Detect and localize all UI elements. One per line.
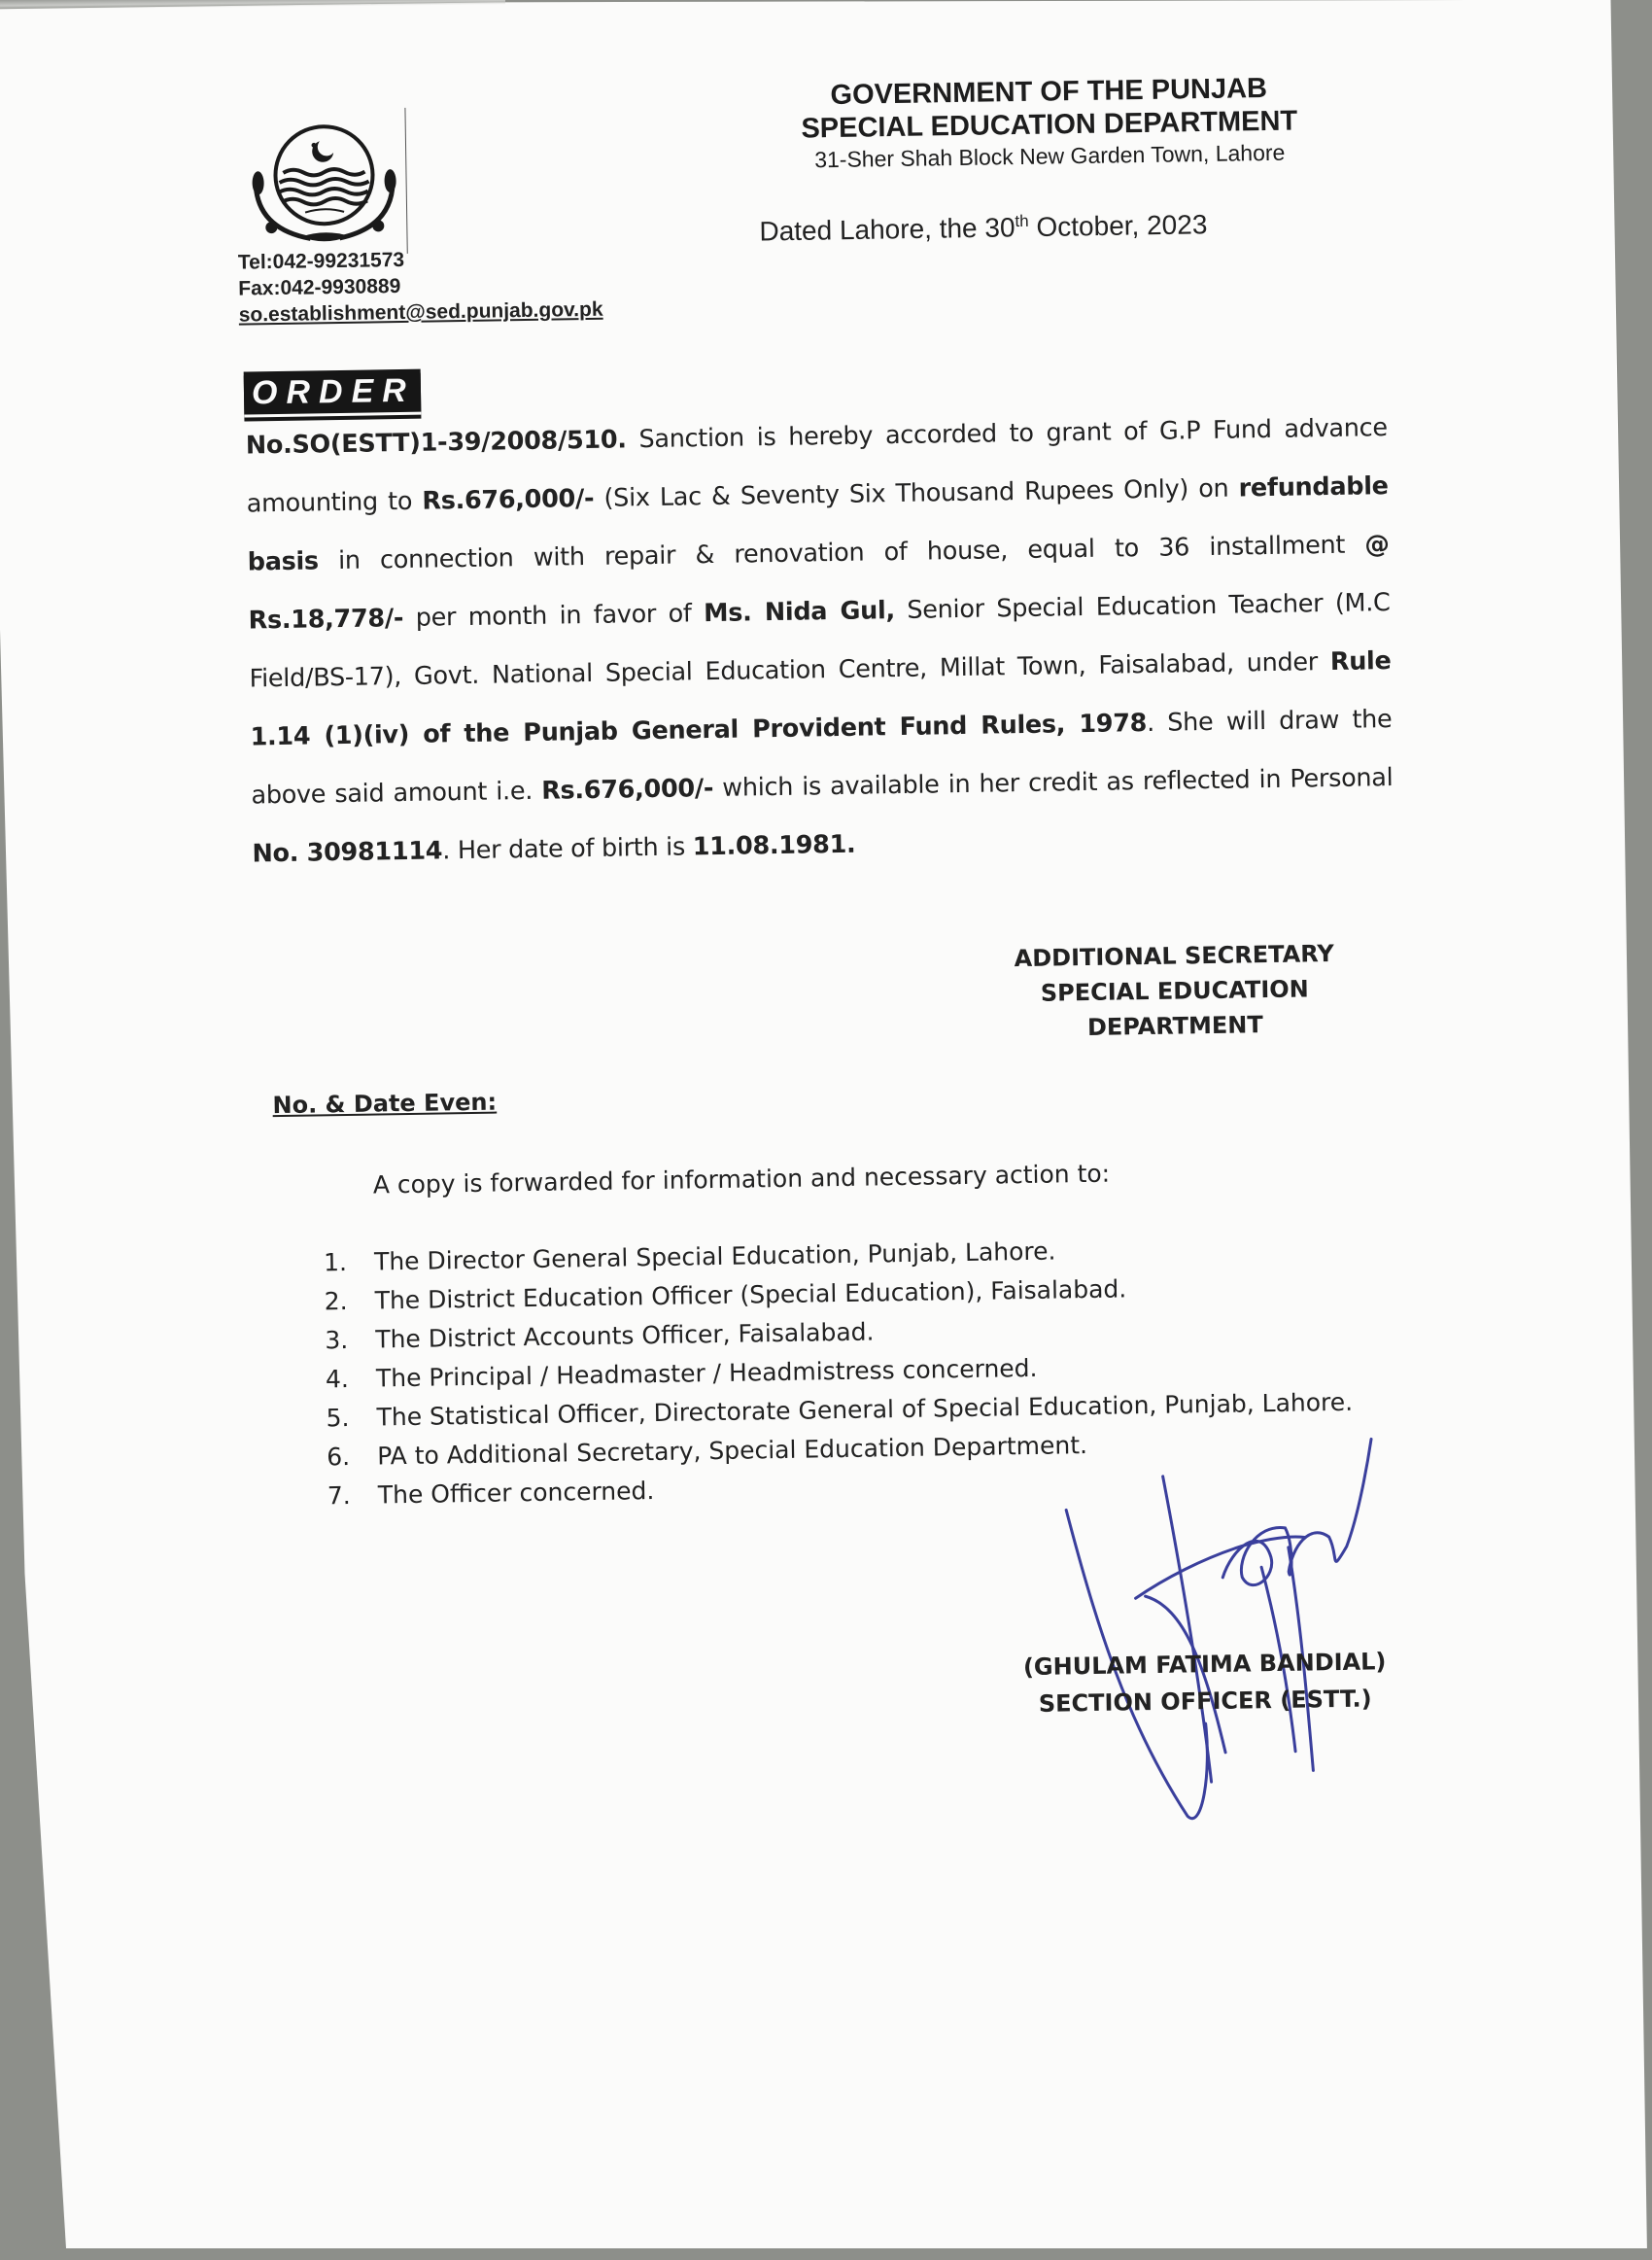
signatory-additional-secretary: ADDITIONAL SECRETARY SPECIAL EDUCATION DEPARTMENT	[1014, 939, 1334, 1041]
order-body: No.SO(ESTT)1-39/2008/510. Sanction is hereby accorded to grant of G.P Fund advance amounting to Rs.676,000/- (Six Lac & Seventy Six Thousand Rupees Only) on refundable basis in connection with repair & renovation of house, equal to 36 installment @ Rs.18,778/- per month in favor of Ms. Nida Gul, Senior Special Education Teacher (M.C Field/BS-17), Govt. National Special Education Centre, Millat Town, Faisalabad, under Rule 1.14 (1)(iv) of the Punjab General Provident Fund Rules, 1978. She will draw the above said amount i.e. Rs.676,000/- which is available in her credit as reflected in Personal No. 30981114. Her date of birth is 11.08.1981.	[245, 413, 1394, 869]
handwritten-signature-icon	[1036, 1429, 1393, 1843]
basis: refundable basis	[247, 471, 1389, 577]
address: 31-Sher Shah Block New Garden Town, Lahore	[814, 139, 1286, 173]
installment: @ Rs.18,778/-	[248, 530, 1390, 636]
list-item: 4. The Principal / Headmaster / Headmistress concerned.	[325, 1353, 1038, 1394]
order-heading: ORDER	[244, 369, 422, 418]
reference-number: No.SO(ESTT)1-39/2008/510.	[245, 425, 627, 461]
letterhead	[757, 71, 1341, 175]
divider	[404, 108, 407, 254]
amount: Rs.676,000/-	[422, 483, 595, 516]
personal-number: No. 30981114	[252, 836, 443, 869]
copy-intro: A copy is forwarded for information and necessary action to:	[372, 1159, 1111, 1200]
punjab-emblem-icon	[246, 121, 403, 249]
email-link[interactable]: so.establishment@sed.punjab.gov.pk	[238, 297, 603, 327]
list-item: 1. The Director General Special Education, Punjab, Lahore.	[323, 1236, 1056, 1277]
date-line: Dated Lahore, the 30th October, 2023	[759, 209, 1208, 247]
employee-name: Ms. Nida Gul,	[703, 596, 896, 629]
signatory-section-officer	[981, 1643, 1428, 1723]
telephone: Tel:042-99231573	[237, 248, 405, 274]
list-item: 7. The Officer concerned.	[327, 1477, 655, 1511]
signatory-title: SECTION OFFICER (ESTT.)	[1038, 1685, 1372, 1718]
department-title: SPECIAL EDUCATION DEPARTMENT	[801, 105, 1298, 145]
fax: Fax:042-9930889	[238, 274, 401, 300]
contact-block	[238, 244, 603, 329]
date-of-birth: 11.08.1981.	[692, 829, 856, 862]
rule-reference: Rule 1.14 (1)(iv) of the Punjab General Provident Fund Rules, 1978	[250, 646, 1392, 752]
amount-repeat: Rs.676,000/-	[540, 774, 714, 806]
government-title: GOVERNMENT OF THE PUNJAB	[830, 72, 1268, 112]
list-item: 6. PA to Additional Secretary, Special Education Department.	[326, 1431, 1088, 1472]
list-item: 5. The Statistical Officer, Directorate General of Special Education, Punjab, Lahore.	[326, 1387, 1354, 1433]
signatory-name: (GHULAM FATIMA BANDIAL)	[1022, 1648, 1387, 1682]
list-item: 3. The District Accounts Officer, Faisalabad.	[325, 1317, 875, 1355]
list-item: 2. The District Education Officer (Special Education), Faisalabad.	[324, 1274, 1127, 1316]
copy-heading: No. & Date Even:	[272, 1088, 498, 1120]
